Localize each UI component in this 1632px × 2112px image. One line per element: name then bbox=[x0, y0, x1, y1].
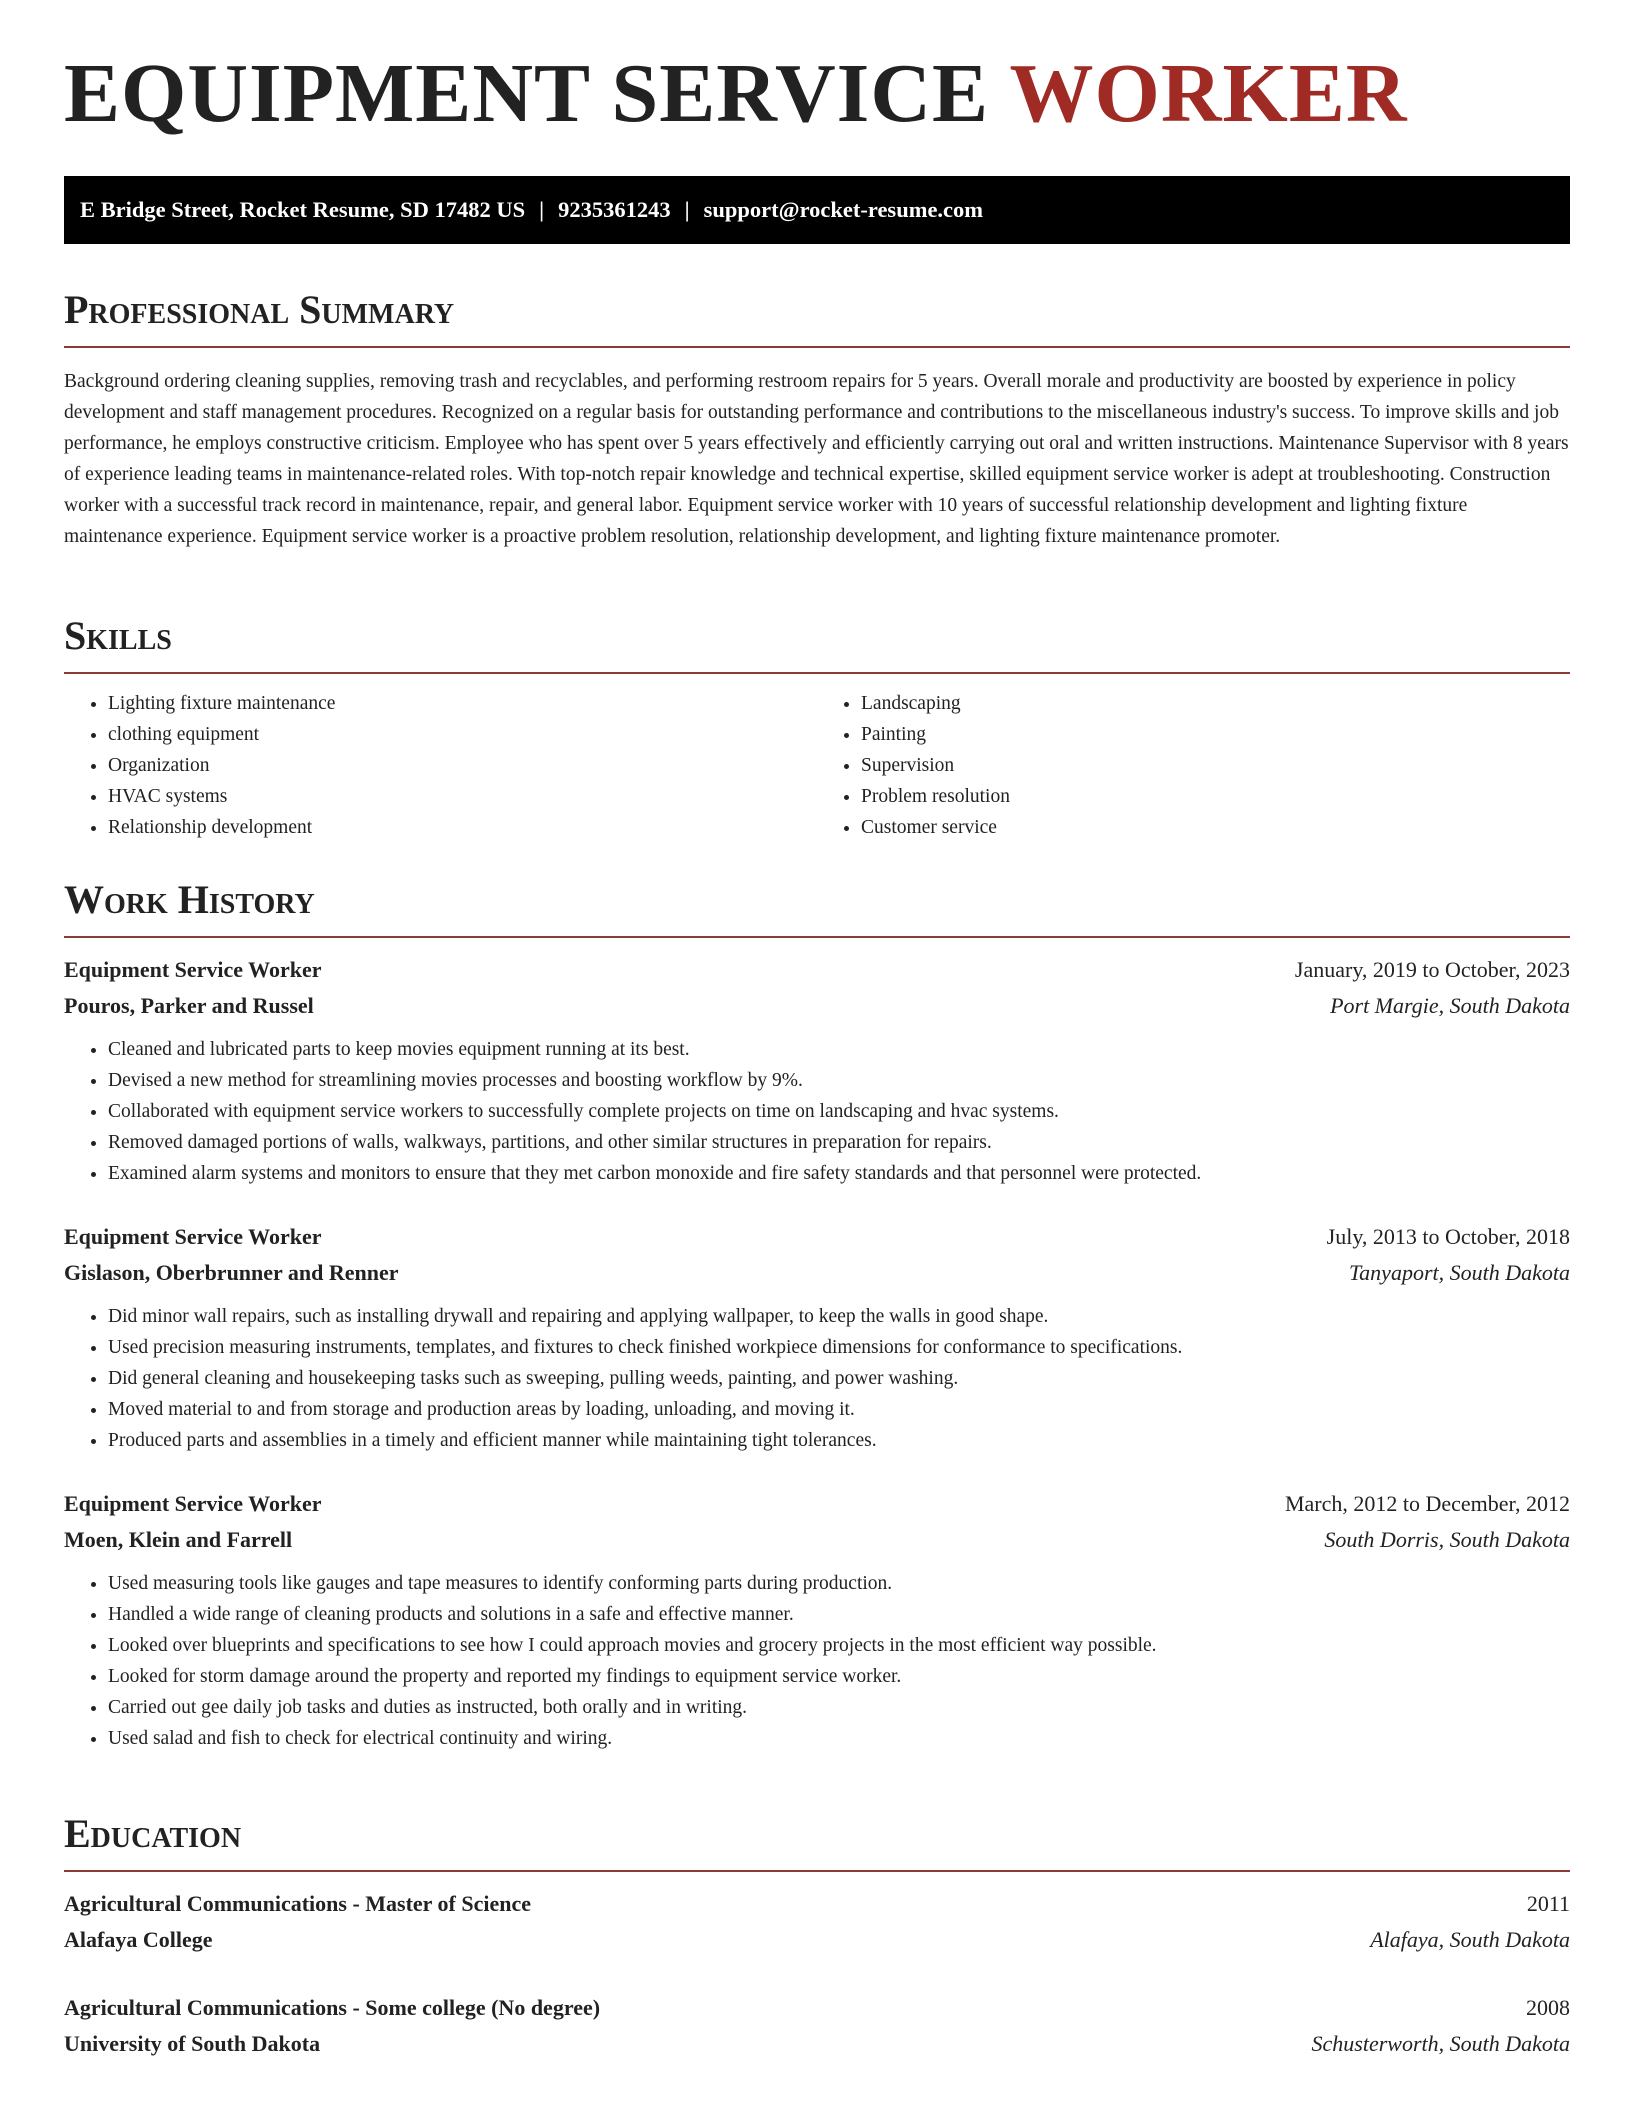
education-school-row bbox=[64, 2026, 1570, 2062]
contact-phone[interactable]: 9235361243 bbox=[558, 197, 671, 222]
summary-text: Background ordering cleaning supplies, removing trash and recyclables, and performing restroom repairs for 5 years. Overall morale and productivity are boosted by experience in policy development and staff management procedures. Recognized on a regular basis for outstanding performance and contributions to the miscellaneous industry's success. To improve skills and job performance, he employs constructive criticism. Employee who has spent over 5 years effectively and efficiently carrying out oral and written instructions. Maintenance Supervisor with 8 years of experience leading teams in maintenance-related roles. With top-notch repair knowledge and technical expertise, skilled equipment service worker is adept at troubleshooting. Construction worker with a successful track record in maintenance, repair, and general labor. Equipment service worker with 10 years of successful relationship development and lighting fixture maintenance experience. Equipment service worker is a proactive problem resolution, relationship development, and lighting fixture maintenance promoter. bbox=[64, 371, 1569, 547]
skills-heading: Skills bbox=[64, 616, 1570, 674]
duty-item: • Looked for storm damage around the property and reported my findings to equipment service worker. bbox=[108, 1661, 1570, 1692]
education-section bbox=[64, 1811, 1570, 2062]
education-location: Alafaya, South Dakota bbox=[1370, 1927, 1570, 1952]
skill-item: • Supervision bbox=[861, 750, 1570, 781]
skills-list-right bbox=[817, 688, 1570, 843]
title-accent: WORKER bbox=[1009, 47, 1408, 140]
education-degree: Agricultural Communications - Some college (No degree) bbox=[64, 1995, 601, 2020]
contact-address: E Bridge Street, Rocket Resume, SD 17482 US bbox=[80, 197, 526, 222]
education-degree-row bbox=[64, 1990, 1570, 2026]
duty-item: • Did minor wall repairs, such as installing drywall and repairing and applying wallpaper, to keep the walls in good shape. bbox=[108, 1301, 1570, 1332]
skill-item: • Customer service bbox=[861, 812, 1570, 843]
skill-item: • Relationship development bbox=[108, 812, 817, 843]
job-entry bbox=[64, 1219, 1570, 1456]
duty-item: • Handled a wide range of cleaning products and solutions in a safe and effective manner. bbox=[108, 1599, 1570, 1630]
duty-item: • Carried out gee daily job tasks and duties as instructed, both orally and in writing. bbox=[108, 1692, 1570, 1723]
education-location: Schusterworth, South Dakota bbox=[1311, 2031, 1570, 2056]
job-company: Gislason, Oberbrunner and Renner bbox=[64, 1260, 399, 1285]
duty-item: • Removed damaged portions of walls, walkways, partitions, and other similar structures in preparation for repairs. bbox=[108, 1127, 1570, 1158]
title-main: EQUIPMENT SERVICE bbox=[64, 47, 990, 140]
job-dates: January, 2019 to October, 2023 bbox=[1294, 957, 1570, 982]
job-title-row bbox=[64, 952, 1570, 988]
education-school: Alafaya College bbox=[64, 1927, 213, 1952]
education-school-row bbox=[64, 1922, 1570, 1958]
duty-item: • Collaborated with equipment service workers to successfully complete projects on time on landscaping and hvac systems. bbox=[108, 1096, 1570, 1127]
job-company-row bbox=[64, 1522, 1570, 1558]
skill-item: • Landscaping bbox=[861, 688, 1570, 719]
skill-item: • Lighting fixture maintenance bbox=[108, 688, 817, 719]
contact-bar bbox=[64, 176, 1570, 244]
skill-item: • Problem resolution bbox=[861, 781, 1570, 812]
education-heading: Education bbox=[64, 1814, 1570, 1872]
job-entry bbox=[64, 1486, 1570, 1754]
job-duties bbox=[64, 1568, 1570, 1754]
job-title: Equipment Service Worker bbox=[64, 957, 322, 982]
job-company-row bbox=[64, 1255, 1570, 1291]
education-entry bbox=[64, 1886, 1570, 1958]
job-title-row bbox=[64, 1219, 1570, 1255]
job-dates: July, 2013 to October, 2018 bbox=[1326, 1224, 1570, 1249]
skill-item: • clothing equipment bbox=[108, 719, 817, 750]
duty-item: • Devised a new method for streamlining movies processes and boosting workflow by 9%. bbox=[108, 1065, 1570, 1096]
education-year: 2011 bbox=[1526, 1891, 1570, 1916]
skills-section bbox=[64, 613, 1570, 843]
contact-email[interactable]: support@rocket-resume.com bbox=[703, 197, 984, 222]
job-duties bbox=[64, 1034, 1570, 1189]
skills-list-left bbox=[64, 688, 817, 843]
duty-item: • Used measuring tools like gauges and tape measures to identify conforming parts during production. bbox=[108, 1568, 1570, 1599]
job-title: Equipment Service Worker bbox=[64, 1224, 322, 1249]
job-dates: March, 2012 to December, 2012 bbox=[1284, 1491, 1570, 1516]
skill-item: • Organization bbox=[108, 750, 817, 781]
duty-item: • Moved material to and from storage and production areas by loading, unloading, and moving it. bbox=[108, 1394, 1570, 1425]
contact-separator: | bbox=[539, 197, 545, 222]
job-duties bbox=[64, 1301, 1570, 1456]
job-title: Equipment Service Worker bbox=[64, 1491, 322, 1516]
job-company: Moen, Klein and Farrell bbox=[64, 1527, 293, 1552]
duty-item: • Produced parts and assemblies in a timely and efficient manner while maintaining tight tolerances. bbox=[108, 1425, 1570, 1456]
summary-section bbox=[64, 287, 1570, 552]
education-degree-row bbox=[64, 1886, 1570, 1922]
contact-separator: | bbox=[684, 197, 690, 222]
skill-item: • Painting bbox=[861, 719, 1570, 750]
job-location: Tanyaport, South Dakota bbox=[1348, 1260, 1570, 1285]
job-title-row bbox=[64, 1486, 1570, 1522]
work-heading: Work History bbox=[64, 880, 1570, 938]
education-school: University of South Dakota bbox=[64, 2031, 321, 2056]
work-section bbox=[64, 877, 1570, 1754]
duty-item: • Used precision measuring instruments, templates, and fixtures to check finished workpiece dimensions for conformance to specifications. bbox=[108, 1332, 1570, 1363]
summary-heading: Professional Summary bbox=[64, 290, 1570, 348]
skills-columns bbox=[64, 688, 1570, 843]
education-entry bbox=[64, 1990, 1570, 2062]
job-location: Port Margie, South Dakota bbox=[1330, 993, 1570, 1018]
education-year: 2008 bbox=[1526, 1995, 1570, 2020]
duty-item: • Looked over blueprints and specifications to see how I could approach movies and grocery projects in the most efficient way possible. bbox=[108, 1630, 1570, 1661]
resume-title bbox=[64, 47, 1408, 140]
job-company: Pouros, Parker and Russel bbox=[64, 993, 314, 1018]
job-location: South Dorris, South Dakota bbox=[1324, 1527, 1570, 1552]
duty-item: • Did general cleaning and housekeeping tasks such as sweeping, pulling weeds, painting, and power washing. bbox=[108, 1363, 1570, 1394]
education-degree: Agricultural Communications - Master of Science bbox=[64, 1891, 532, 1916]
skill-item: • HVAC systems bbox=[108, 781, 817, 812]
duty-item: • Cleaned and lubricated parts to keep movies equipment running at its best. bbox=[108, 1034, 1570, 1065]
duty-item: • Used salad and fish to check for electrical continuity and wiring. bbox=[108, 1723, 1570, 1754]
duty-item: • Examined alarm systems and monitors to ensure that they met carbon monoxide and fire safety standards and that personnel were protected. bbox=[108, 1158, 1570, 1189]
job-entry bbox=[64, 952, 1570, 1189]
job-company-row bbox=[64, 988, 1570, 1024]
